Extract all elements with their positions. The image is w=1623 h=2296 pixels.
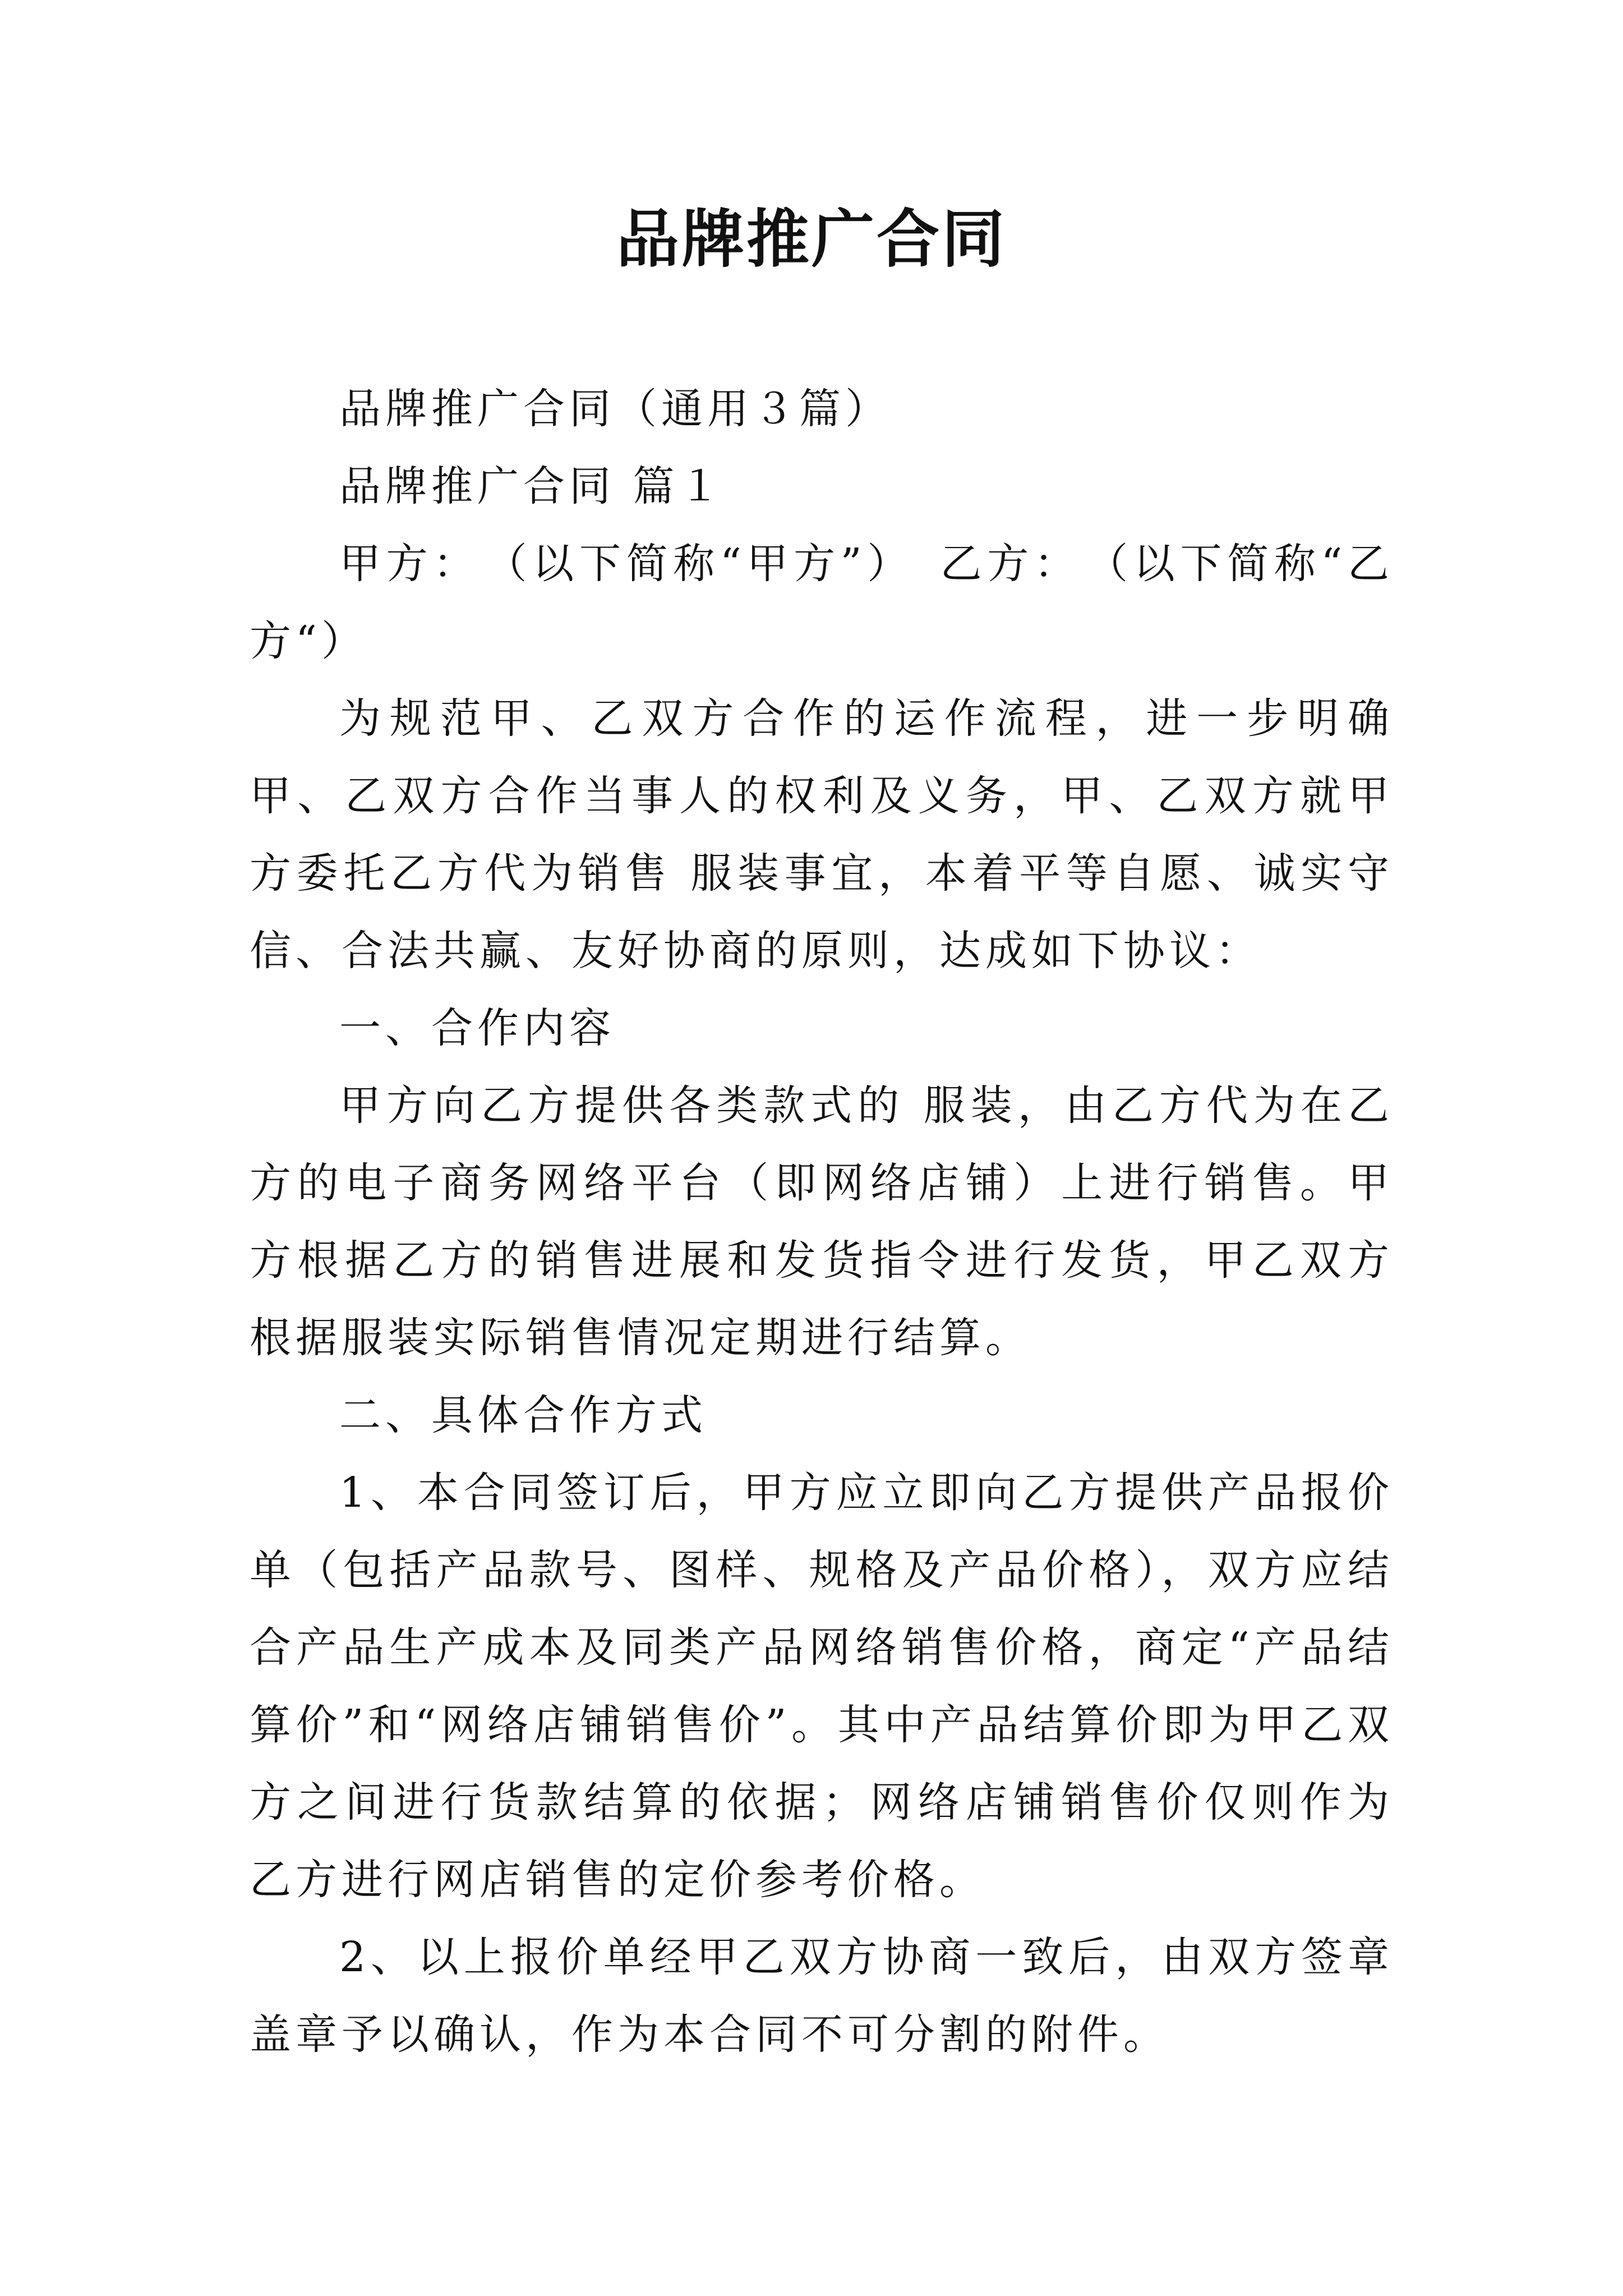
paragraph-preamble: 为规范甲、乙双方合作的运作流程，进一步明确甲、乙双方合作当事人的权利及义务，甲、乙双方就甲方委托乙方代为销售 服装事宜，本着平等自愿、诚实守信、合法共赢、友好协商的原则，达成如下协议： xyxy=(250,694,1394,975)
document-body xyxy=(250,370,1394,2073)
paragraph-parties: 甲方： （以下简称“甲方”） 乙方： （以下简称“乙方“） xyxy=(250,540,1394,665)
document-title: 品牌推广合同 xyxy=(616,203,1007,276)
paragraph-cooperation-content: 甲方向乙方提供各类款式的 服装，由乙方代为在乙方的电子商务网络平台（即网络店铺）上进行销售。甲方根据乙方的销售进展和发货指令进行发货，甲乙双方根据服装实际销售情况定期进行结算。 xyxy=(250,1082,1394,1362)
paragraph-section-heading: 品牌推广合同 篇１ xyxy=(339,462,725,510)
paragraph-heading-cooperation-content: 一、合作内容 xyxy=(339,1004,615,1052)
paragraph-clause-1: 1、本合同签订后，甲方应立即向乙方提供产品报价单（包括产品款号、图样、规格及产品价格），双方应结合产品生产成本及同类产品网络销售价格，商定“产品结算价”和“网络店铺销售价”。其中产品结算价即为甲乙双方之间进行货款结算的依据；网络店铺销售价仅则作为乙方进行网店销售的定价参考价格。 xyxy=(250,1469,1394,1904)
paragraph-heading-cooperation-method: 二、具体合作方式 xyxy=(339,1391,707,1439)
paragraph-subtitle: 品牌推广合同（通用３篇） xyxy=(339,385,891,433)
paragraph-clause-2: 2、以上报价单经甲乙双方协商一致后，由双方签章盖章予以确认，作为本合同不可分割的附件。 xyxy=(250,1933,1394,2059)
